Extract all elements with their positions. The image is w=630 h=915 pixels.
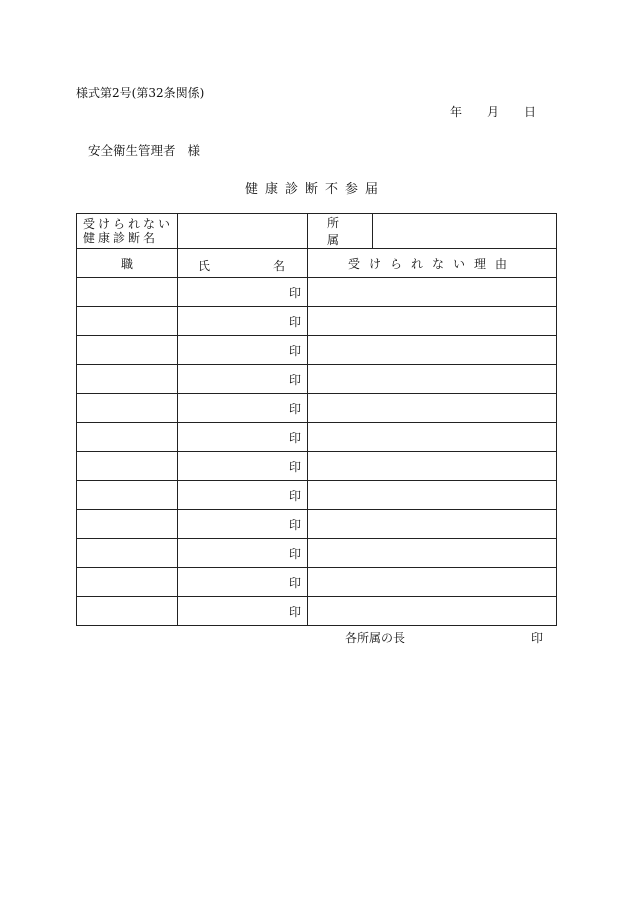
- name-seal-cell[interactable]: 印: [178, 278, 308, 307]
- reason-cell[interactable]: [308, 481, 557, 510]
- exam-name-label-line1: 受けられない: [83, 217, 174, 231]
- table-row: [77, 278, 557, 307]
- job-cell[interactable]: [77, 597, 178, 626]
- exam-name-label-line2: 健康診断名: [83, 231, 159, 245]
- header-name-part1: 氏: [198, 259, 211, 273]
- table-row: [77, 307, 557, 336]
- table-row: [77, 452, 557, 481]
- header-job: 職: [77, 249, 178, 278]
- name-seal-cell[interactable]: 印: [178, 365, 308, 394]
- reason-cell[interactable]: [308, 365, 557, 394]
- job-cell[interactable]: [77, 278, 178, 307]
- reason-cell[interactable]: [308, 568, 557, 597]
- exam-name-label: [77, 214, 178, 249]
- date-year-label: 年: [450, 105, 463, 119]
- job-cell[interactable]: [77, 539, 178, 568]
- addressee-honorific: 様: [187, 143, 201, 158]
- name-seal-cell[interactable]: 印: [178, 452, 308, 481]
- name-seal-cell[interactable]: 印: [178, 481, 308, 510]
- date-line: [450, 103, 536, 120]
- reason-cell[interactable]: [308, 597, 557, 626]
- date-day-label: 日: [524, 105, 537, 119]
- header-name-part2: 名: [272, 259, 285, 273]
- table-row: [77, 394, 557, 423]
- footer-seal: 印: [531, 631, 544, 645]
- affiliation-label: 所属: [308, 214, 373, 249]
- header-name: [178, 249, 308, 278]
- job-cell[interactable]: [77, 423, 178, 452]
- reason-cell[interactable]: [308, 423, 557, 452]
- table-row: [77, 481, 557, 510]
- name-seal-cell[interactable]: 印: [178, 336, 308, 365]
- reason-cell[interactable]: [308, 539, 557, 568]
- name-seal-cell[interactable]: 印: [178, 423, 308, 452]
- exam-name-row: [77, 214, 557, 249]
- reason-cell[interactable]: [308, 394, 557, 423]
- name-seal-cell[interactable]: 印: [178, 539, 308, 568]
- reason-cell[interactable]: [308, 452, 557, 481]
- job-cell[interactable]: [77, 365, 178, 394]
- reason-cell[interactable]: [308, 336, 557, 365]
- job-cell[interactable]: [77, 452, 178, 481]
- name-seal-cell[interactable]: 印: [178, 307, 308, 336]
- document-title: 健康診断不参届: [244, 182, 385, 197]
- job-cell[interactable]: [77, 481, 178, 510]
- column-header-row: [77, 249, 557, 278]
- reason-cell[interactable]: [308, 307, 557, 336]
- job-cell[interactable]: [77, 394, 178, 423]
- footer-signoff: 各所属の長: [345, 631, 406, 645]
- name-seal-cell[interactable]: 印: [178, 597, 308, 626]
- table-row: [77, 423, 557, 452]
- addressee-name: 安全衛生管理者: [88, 143, 176, 158]
- reason-cell[interactable]: [308, 510, 557, 539]
- form-number: 様式第2号(第32条関係): [76, 86, 205, 100]
- table-row: [77, 365, 557, 394]
- table-row: [77, 597, 557, 626]
- table-row: [77, 568, 557, 597]
- name-seal-cell[interactable]: 印: [178, 394, 308, 423]
- affiliation-field[interactable]: [373, 214, 557, 249]
- name-seal-cell[interactable]: 印: [178, 510, 308, 539]
- date-month-label: 月: [487, 105, 500, 119]
- addressee: [88, 141, 200, 159]
- form-table: [76, 213, 557, 626]
- job-cell[interactable]: [77, 307, 178, 336]
- job-cell[interactable]: [77, 336, 178, 365]
- job-cell[interactable]: [77, 510, 178, 539]
- header-reason: 受けられない理由: [308, 249, 557, 278]
- exam-name-field[interactable]: [178, 214, 308, 249]
- table-row: [77, 539, 557, 568]
- name-seal-cell[interactable]: 印: [178, 568, 308, 597]
- table-row: [77, 510, 557, 539]
- table-row: [77, 336, 557, 365]
- reason-cell[interactable]: [308, 278, 557, 307]
- job-cell[interactable]: [77, 568, 178, 597]
